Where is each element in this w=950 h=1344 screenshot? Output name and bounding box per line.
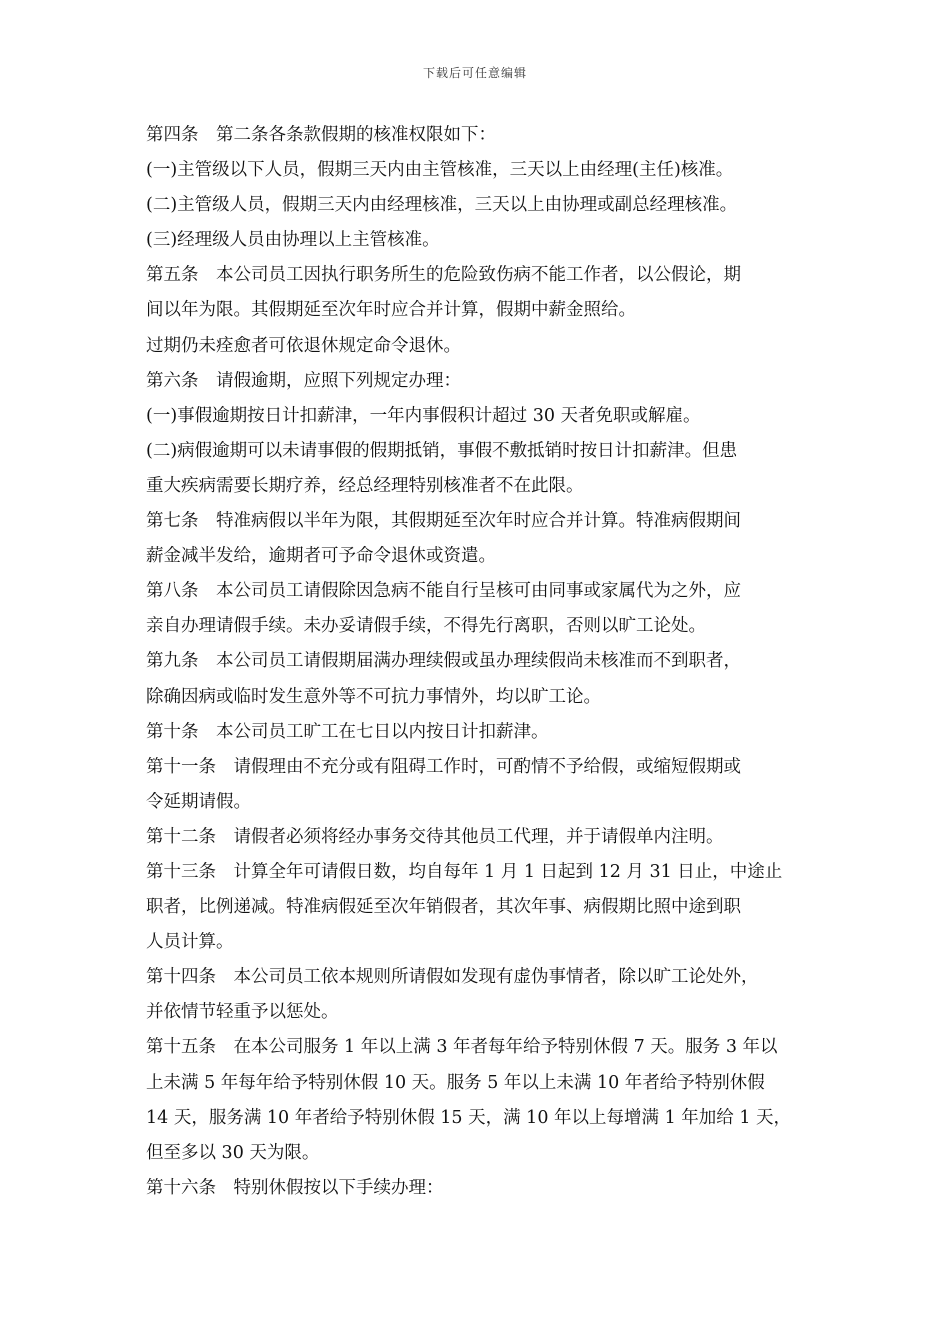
text-line: 第六条 请假逾期，应照下列规定办理：: [146, 370, 461, 391]
text-line: 14 天，服务满 10 年者给予特别休假 15 天，满 10 年以上每增满 1 年加给 1 天，: [146, 1107, 792, 1128]
text-line: 但至多以 30 天为限。: [146, 1142, 320, 1163]
text-line: 第四条 第二条各条款假期的核准权限如下：: [146, 125, 496, 145]
text-line: 第九条 本公司员工请假期届满办理续假或虽办理续假尚未核准而不到职者，: [146, 651, 741, 672]
text-line: 过期仍未痊愈者可依退休规定命令退休。: [146, 335, 461, 356]
text-line: 间以年为限。其假期延至次年时应合并计算，假期中薪金照给。: [146, 300, 636, 321]
document-body: [146, 118, 818, 1206]
page-header: 下载后可任意编辑: [422, 66, 527, 80]
text-line: 第十条 本公司员工旷工在七日以内按日计扣薪津。: [146, 721, 549, 742]
text-line: 第七条 特准病假以半年为限，其假期延至次年时应合并计算。特准病假期间: [146, 511, 741, 532]
text-line: (一)主管级以下人员，假期三天内由主管核准，三天以上由经理(主任)核准。: [146, 160, 734, 181]
text-line: (二)病假逾期可以未请事假的假期抵销，事假不敷抵销时按日计扣薪津。但患: [146, 440, 738, 461]
text-line: (三)经理级人员由协理以上主管核准。: [146, 230, 440, 251]
text-line: 薪金减半发给，逾期者可予命令退休或资遣。: [146, 546, 496, 567]
text-line: 令延期请假。: [146, 791, 251, 812]
text-line: 第八条 本公司员工请假除因急病不能自行呈核可由同事或家属代为之外，应: [146, 581, 741, 602]
text-line: 第十三条 计算全年可请假日数，均自每年 1 月 1 日起到 12 月 31 日止，中途止: [146, 861, 783, 882]
text-line: 亲自办理请假手续。未办妥请假手续，不得先行离职，否则以旷工论处。: [146, 616, 706, 637]
text-line: 第五条 本公司员工因执行职务所生的危险致伤病不能工作者，以公假论，期: [146, 265, 741, 286]
text-line: 重大疾病需要长期疗养，经总经理特别核准者不在此限。: [146, 475, 584, 496]
text-line: 职者，比例递减。特准病假延至次年销假者，其次年事、病假期比照中途到职: [146, 897, 741, 918]
text-line: 第十五条 在本公司服务 1 年以上满 3 年者每年给予特别休假 7 天。服务 3 年以: [146, 1037, 778, 1058]
text-line: (二)主管级人员，假期三天内由经理核准，三天以上由协理或副总经理核准。: [146, 195, 738, 216]
text-line: 人员计算。: [146, 932, 234, 953]
text-line: 第十二条 请假者必须将经办事务交待其他员工代理，并于请假单内注明。: [146, 826, 724, 847]
text-line: 第十六条 特别休假按以下手续办理：: [146, 1177, 444, 1198]
text-line: 第十一条 请假理由不充分或有阻碍工作时，可酌情不予给假，或缩短假期或: [146, 756, 741, 777]
text-line: 上未满 5 年每年给予特别休假 10 天。服务 5 年以上未满 10 年者给予特别休假: [146, 1072, 765, 1093]
text-line: 除确因病或临时发生意外等不可抗力事情外，均以旷工论。: [146, 686, 601, 707]
text-line: 并依情节轻重予以惩处。: [146, 1002, 339, 1023]
text-line: 第十四条 本公司员工依本规则所请假如发现有虚伪事情者，除以旷工论处外，: [146, 967, 759, 988]
text-line: (一)事假逾期按日计扣薪津，一年内事假积计超过 30 天者免职或解雇。: [146, 405, 701, 426]
